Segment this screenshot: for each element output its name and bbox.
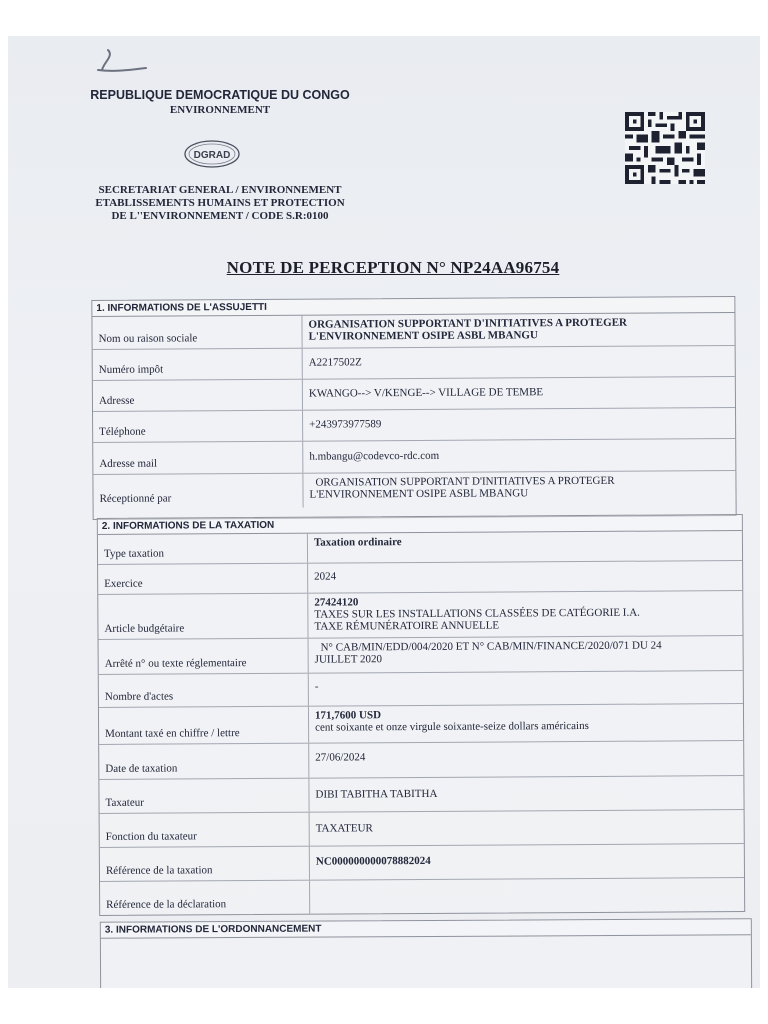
table-row	[99, 636, 743, 675]
table-row	[93, 346, 735, 381]
table-row	[93, 471, 735, 509]
section-taxation-heading: 2. INFORMATIONS DE LA TAXATION	[98, 515, 742, 535]
table-row	[93, 408, 735, 443]
row-label: Fonction du taxateur	[100, 813, 310, 847]
table-row	[100, 844, 744, 882]
row-value: ORGANISATION SUPPORTANT D'INITIATIVES A PROTEGER L'ENVIRONNEMENT OSIPE ASBL MBANGU	[308, 316, 628, 343]
secretariat-line-2: ETABLISSEMENTS HUMAINS ET PROTECTION	[95, 197, 345, 209]
table-row	[99, 671, 743, 708]
secretariat-line-1: SECRETARIAT GENERAL / ENVIRONNEMENT	[98, 184, 342, 196]
row-value: A2217502Z	[308, 356, 362, 369]
row-value: N° CAB/MIN/EDD/004/2020 ET N° CAB/MIN/FINANCE/2020/071 DU 24 JUILLET 2020	[314, 639, 662, 666]
table-row	[93, 439, 735, 475]
section-ordonnancement-heading: 3. INFORMATIONS DE L'ORDONNANCEMENT	[101, 919, 751, 938]
row-label: Référence de la taxation	[100, 847, 310, 881]
row-label: Exercice	[98, 564, 308, 594]
row-label: Réceptionné par	[93, 474, 303, 509]
logo-text: DGRAD	[193, 150, 231, 161]
row-label: Arrêté n° ou texte réglementaire	[99, 639, 309, 674]
row-label: Date de taxation	[99, 744, 309, 779]
row-value: 27/06/2024	[315, 751, 366, 764]
row-label: Montant taxé en chiffre / lettre	[99, 707, 309, 744]
row-label: Type taxation	[98, 534, 308, 564]
row-label: Nom ou raison sociale	[92, 316, 302, 349]
row-value: KWANGO--> V/KENGE--> VILLAGE DE TEMBE	[308, 386, 544, 400]
row-value: DIBI TABITHA TABITHA	[315, 787, 438, 801]
row-label: Référence de la déclaration	[100, 881, 310, 915]
row-value: 171,7600 USD cent soixante et onze virgule soixante-seize dollars américains	[314, 709, 589, 734]
row-label: Article budgétaire	[98, 594, 308, 639]
row-value: h.mbangu@codevco-rdc.com	[309, 449, 440, 463]
row-label: Numéro impôt	[93, 349, 303, 380]
row-value: 2024	[314, 570, 337, 583]
section-taxation	[97, 514, 745, 916]
signature-mark	[94, 46, 154, 76]
row-value	[310, 878, 744, 914]
table-row	[98, 531, 742, 565]
row-value: 27424120 TAXES SUR LES INSTALLATIONS CLASSÉES DE CATÉGORIE I.A. TAXE RÉMUNÉRATOIRE ANNUELLE	[314, 596, 640, 633]
dgrad-logo	[183, 138, 241, 170]
row-value: TAXATEUR	[315, 822, 373, 835]
table-row	[92, 313, 734, 350]
document-sheet	[8, 36, 760, 988]
row-label: Adresse mail	[93, 442, 303, 474]
row-label: Téléphone	[93, 411, 303, 442]
row-value: ORGANISATION SUPPORTANT D'INITIATIVES A PROTEGER L'ENVIRONNEMENT OSIPE ASBL MBANGU	[309, 474, 615, 501]
row-value: -	[314, 680, 319, 693]
section-assujetti	[91, 296, 736, 520]
table-row	[99, 741, 743, 780]
table-row	[99, 704, 743, 745]
table-row	[99, 776, 743, 814]
section-assujetti-heading: 1. INFORMATIONS DE L'ASSUJETTI	[92, 297, 734, 317]
row-value: Taxation ordinaire	[313, 536, 402, 549]
row-label: Adresse	[93, 380, 303, 411]
table-row	[98, 561, 742, 595]
document-title: NOTE DE PERCEPTION N° NP24AA96754	[226, 258, 560, 277]
table-row	[100, 878, 744, 915]
row-value: NC000000000078882024	[315, 854, 431, 868]
row-value: +243973977589	[309, 418, 382, 431]
secretariat-line-3: DE L''ENVIRONNEMENT / CODE S.R:0100	[111, 210, 329, 222]
table-row	[100, 810, 744, 848]
table-row	[93, 377, 735, 412]
header-ministry: ENVIRONNEMENT	[169, 104, 271, 116]
header-country: REPUBLIQUE DEMOCRATIQUE DU CONGO	[90, 88, 350, 102]
section-ordonnancement	[100, 918, 752, 988]
table-row	[98, 591, 742, 640]
header-secretariat	[64, 184, 376, 223]
row-label: Nombre d'actes	[99, 674, 309, 707]
qr-code-icon	[624, 112, 706, 184]
row-label: Taxateur	[99, 779, 309, 813]
